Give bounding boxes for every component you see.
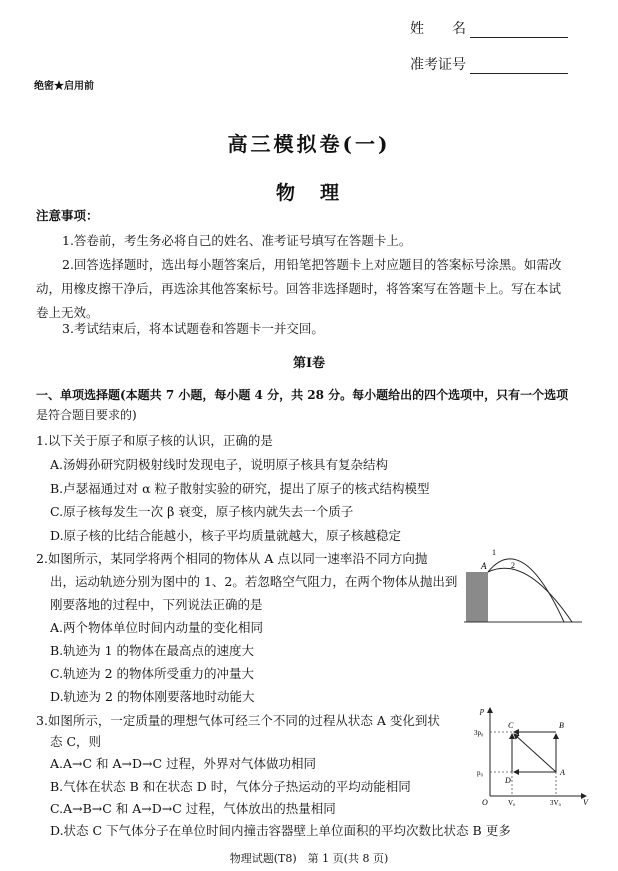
q2-trajectory-2: [488, 568, 572, 622]
q3-option-b: B.气体在状态 B 和在状态 D 时，气体分子热运动的平均动能相同: [50, 779, 411, 794]
q3-label-b: B: [559, 721, 564, 730]
q3-label-p: p: [480, 706, 484, 715]
q2-trajectory-figure: [464, 544, 582, 624]
name-blank: [470, 23, 568, 38]
main-title: 高三模拟卷(一): [227, 132, 391, 156]
q3-label-v0: V₀: [508, 799, 516, 806]
q3-option-d: D.状态 C 下气体分子在单位时间内撞击容器壁上单位面积的平均次数比状态 B 更多: [50, 823, 511, 838]
q1-option-d: D.原子核的比结合能越小，核子平均质量就越大，原子核越稳定: [50, 528, 402, 543]
q3-pv-diagram: [470, 704, 590, 806]
exam-id-field: [410, 56, 568, 74]
q1-option-c: C.原子核每发生一次 β 衰变，原子核内就失去一个质子: [50, 504, 354, 519]
q2-cliff: [466, 572, 488, 622]
q3-label-3p0: 3p₀: [474, 729, 484, 737]
q2-stem-line-2: 出，运动轨迹分别为图中的 1、2。若忽略空气阻力，在两个物体从抛出到: [50, 574, 458, 589]
q3-label-v: V: [583, 798, 588, 806]
notice-item-2-line-3: 卷上无效。: [36, 305, 99, 320]
exam-id-label: 准考证号: [410, 57, 466, 73]
q1-stem: 1.以下关于原子和原子核的认识，正确的是: [36, 433, 273, 448]
section1-text-1: 一、单项选择题(本题共 7 小题，每小题 4 分，共 28 分。每小题给出的四个选项中，只有一个选项: [36, 388, 569, 402]
q3-path-a-c: [514, 734, 556, 772]
q2-option-c: C.轨迹为 2 的物体所受重力的冲量大: [50, 666, 254, 681]
subject-title: 物 理: [275, 182, 342, 204]
q3-label-p0: p₀: [477, 769, 483, 777]
q3-label-d: D: [505, 776, 511, 785]
q3-label-o: O: [482, 798, 488, 806]
notice-item-2-line-1: 2.回答选择题时，选出每小题答案后，用铅笔把答题卡上对应题目的答案标号涂黑。如需改: [62, 257, 562, 272]
q2-label-a: A: [481, 561, 487, 571]
name-field: [410, 20, 568, 38]
q3-label-3v0: 3V₀: [550, 799, 561, 806]
q3-label-c: C: [508, 721, 514, 730]
secret-label: 绝密★启用前: [34, 81, 94, 92]
notice-item-1: 1.答卷前，考生务必将自己的姓名、准考证号填写在答题卡上。: [62, 233, 412, 248]
q2-stem-line-3: 刚要落地的过程中，下列说法正确的是: [50, 597, 263, 612]
q1-option-b: B.卢瑟福通过对 α 粒子散射实验的研究，提出了原子的核式结构模型: [50, 481, 430, 496]
q2-label-1: 1: [492, 548, 496, 557]
q3-option-a: A.A→C 和 A→D→C 过程，外界对气体做功相同: [50, 756, 317, 771]
q2-label-2: 2: [511, 561, 515, 570]
section1-line-1: [36, 386, 568, 404]
q2-option-d: D.轨迹为 2 的物体刚要落地时动能大: [50, 689, 255, 704]
page-footer: 物理试题(T8) 第 1 页(共 8 页): [229, 852, 389, 865]
q2-option-b: B.轨迹为 1 的物体在最高点的速度大: [50, 643, 255, 658]
volume-label: 第Ⅰ卷: [292, 356, 326, 371]
notice-item-2-line-2: 动，用橡皮擦干净后，再选涂其他答案标号。回答非选择题时，将答案写在答题卡上。写在本试: [36, 281, 562, 296]
notice-item-3: 3.考试结束后，将本试题卷和答题卡一并交回。: [62, 321, 324, 336]
exam-id-blank: [470, 59, 568, 74]
name-label: 姓 名: [410, 21, 466, 37]
q2-option-a: A.两个物体单位时间内动量的变化相同: [50, 620, 264, 635]
notice-heading: 注意事项：: [36, 208, 99, 223]
q3-stem-line-1: 3.如图所示，一定质量的理想气体可经三个不同的过程从状态 A 变化到状: [36, 713, 440, 728]
section1-line-2: 是符合题目要求的): [36, 408, 137, 422]
q3-stem-line-2: 态 C，则: [50, 734, 102, 749]
q3-label-a: A: [560, 768, 565, 777]
q3-option-c: C.A→B→C 和 A→D→C 过程，气体放出的热量相同: [50, 801, 336, 816]
q2-stem-line-1: 2.如图所示，某同学将两个相同的物体从 A 点以同一速率沿不同方向抛: [36, 551, 428, 566]
q1-option-a: A.汤姆孙研究阴极射线时发现电子，说明原子核具有复杂结构: [50, 457, 389, 472]
